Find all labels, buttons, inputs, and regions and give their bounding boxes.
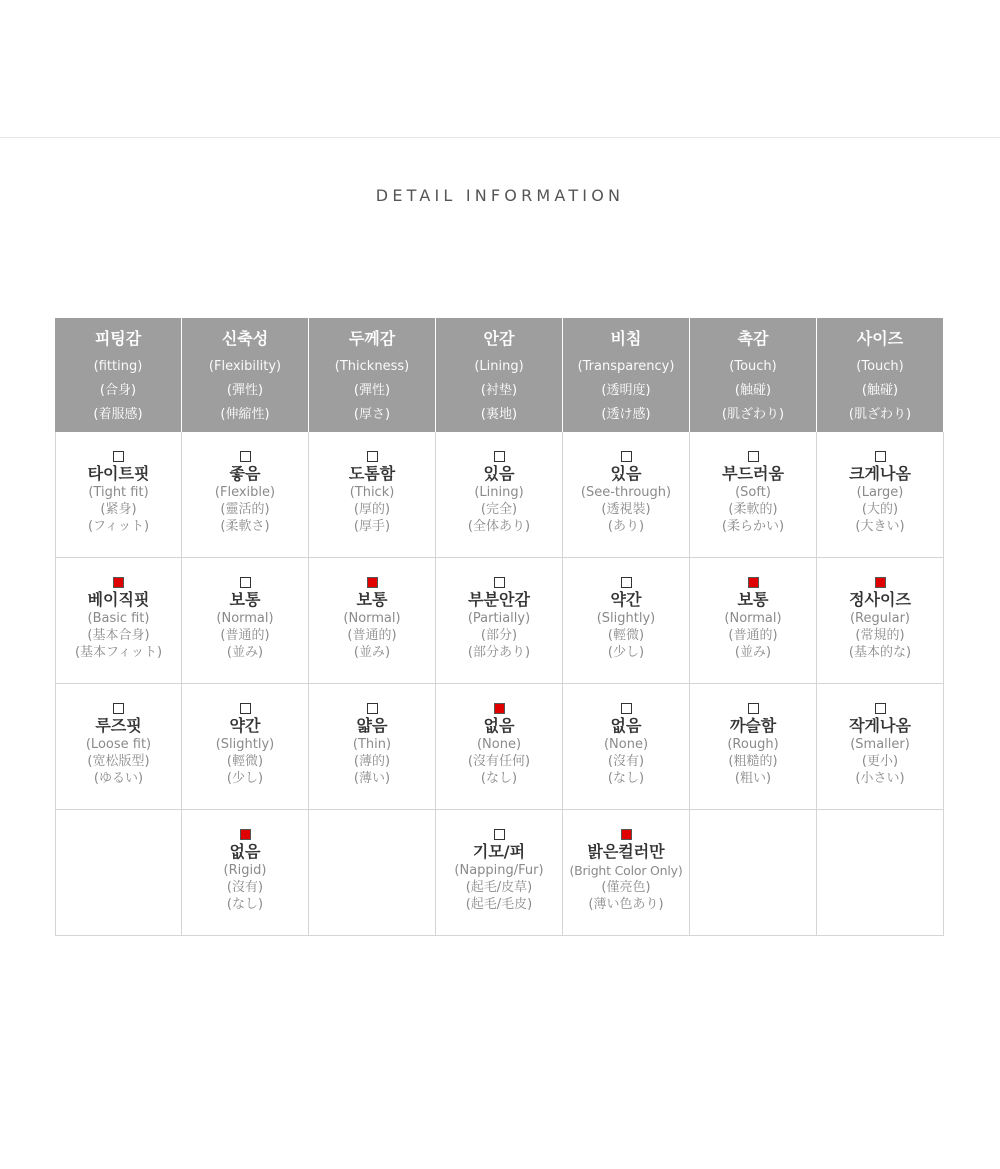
option-cell xyxy=(182,432,309,558)
unchecked-box xyxy=(240,703,251,714)
option-chinese: (薄的) xyxy=(353,753,391,769)
empty-cell xyxy=(690,810,817,936)
option-japanese: (基本フィット) xyxy=(74,644,163,660)
option-label: 보통 xyxy=(356,589,388,609)
option-cell xyxy=(436,432,563,558)
header-japanese: (裏地) xyxy=(480,407,518,422)
header-english: (Transparency) xyxy=(577,359,675,374)
option-english: (Normal) xyxy=(343,610,401,626)
option-label: 작게나옴 xyxy=(849,715,911,735)
checked-box xyxy=(240,829,251,840)
option-chinese: (靈活的) xyxy=(220,501,270,517)
option-chinese: (基本合身) xyxy=(87,627,150,643)
unchecked-box xyxy=(748,451,759,462)
option-japanese: (薄い色あり) xyxy=(588,896,664,912)
header-japanese: (肌ざわり) xyxy=(721,407,785,422)
unchecked-box xyxy=(240,577,251,588)
option-japanese: (部分あり) xyxy=(467,644,531,660)
option-japanese: (フィット) xyxy=(87,518,150,534)
unchecked-box xyxy=(494,451,505,462)
empty-cell xyxy=(309,810,436,936)
option-label: 밝은컬러만 xyxy=(587,841,665,861)
unchecked-box xyxy=(113,703,124,714)
option-japanese: (基本的な) xyxy=(848,644,912,660)
option-english: (Rigid) xyxy=(223,862,267,878)
option-japanese: (小さい) xyxy=(855,770,905,786)
header-japanese: (伸縮性) xyxy=(220,407,270,422)
option-chinese: (沒有) xyxy=(607,753,645,769)
option-japanese: (厚手) xyxy=(353,518,391,534)
unchecked-box xyxy=(113,451,124,462)
option-english: (Soft) xyxy=(735,484,771,500)
option-english: (Napping/Fur) xyxy=(454,862,544,878)
option-chinese: (完全) xyxy=(480,501,518,517)
option-japanese: (並み) xyxy=(734,644,772,660)
header-label: 안감 xyxy=(483,329,515,348)
option-chinese: (更小) xyxy=(861,753,899,769)
option-label: 좋음 xyxy=(229,463,261,483)
header-chinese: (彈性) xyxy=(226,383,264,398)
option-label: 부드러움 xyxy=(722,463,784,483)
option-english: (Loose fit) xyxy=(85,736,152,752)
option-chinese: (輕微) xyxy=(607,627,645,643)
unchecked-box xyxy=(240,451,251,462)
option-english: (None) xyxy=(476,736,522,752)
option-english: (See-through) xyxy=(580,484,672,500)
option-label: 기모/퍼 xyxy=(472,841,526,861)
unchecked-box xyxy=(621,577,632,588)
header-cell xyxy=(690,318,817,432)
option-japanese: (並み) xyxy=(353,644,391,660)
option-cell xyxy=(817,684,944,810)
option-chinese: (僅亮色) xyxy=(601,879,651,895)
header-label: 사이즈 xyxy=(856,329,904,348)
header-chinese: (透明度) xyxy=(601,383,651,398)
option-cell xyxy=(690,432,817,558)
option-label: 없음 xyxy=(483,715,515,735)
option-chinese: (部分) xyxy=(480,627,518,643)
header-english: (Flexibility) xyxy=(208,359,282,374)
option-japanese: (なし) xyxy=(226,896,264,912)
option-label: 얇음 xyxy=(356,715,388,735)
option-label: 부분안감 xyxy=(468,589,530,609)
option-label: 베이직핏 xyxy=(87,589,150,609)
option-english: (None) xyxy=(603,736,649,752)
option-chinese: (透視裝) xyxy=(601,501,651,517)
header-japanese: (肌ざわり) xyxy=(848,407,912,422)
unchecked-box xyxy=(494,829,505,840)
option-label: 있음 xyxy=(610,463,642,483)
unchecked-box xyxy=(748,703,759,714)
option-cell xyxy=(182,558,309,684)
option-japanese: (少し) xyxy=(607,644,645,660)
option-english: (Flexible) xyxy=(214,484,276,500)
option-cell xyxy=(436,684,563,810)
header-label: 비침 xyxy=(610,329,642,348)
option-japanese: (あり) xyxy=(607,518,645,534)
header-cell xyxy=(817,318,944,432)
option-chinese: (輕微) xyxy=(226,753,264,769)
header-label: 신축성 xyxy=(221,329,269,348)
option-japanese: (起毛/毛皮) xyxy=(465,896,533,912)
option-japanese: (薄い) xyxy=(353,770,391,786)
option-japanese: (なし) xyxy=(607,770,645,786)
header-cell xyxy=(436,318,563,432)
header-cell xyxy=(309,318,436,432)
option-label: 까슬함 xyxy=(729,715,777,735)
option-cell xyxy=(563,432,690,558)
option-chinese: (起毛/皮草) xyxy=(465,879,533,895)
option-english: (Normal) xyxy=(724,610,782,626)
option-english: (Smaller) xyxy=(850,736,910,752)
option-chinese: (大的) xyxy=(861,501,899,517)
option-cell xyxy=(182,684,309,810)
option-label: 크게나옴 xyxy=(849,463,911,483)
header-japanese: (厚さ) xyxy=(353,407,391,422)
header-english: (fitting) xyxy=(93,359,143,374)
option-cell xyxy=(309,558,436,684)
option-english: (Large) xyxy=(856,484,904,500)
option-cell xyxy=(436,558,563,684)
checked-box xyxy=(748,577,759,588)
unchecked-box xyxy=(875,451,886,462)
header-english: (Lining) xyxy=(474,359,524,374)
option-label: 약간 xyxy=(610,589,642,609)
option-english: (Regular) xyxy=(849,610,910,626)
checked-box xyxy=(875,577,886,588)
option-label: 도톰함 xyxy=(348,463,396,483)
option-japanese: (なし) xyxy=(480,770,518,786)
option-cell xyxy=(182,810,309,936)
option-chinese: (宽松版型) xyxy=(87,753,150,769)
option-label: 정사이즈 xyxy=(849,589,911,609)
header-english: (Touch) xyxy=(856,359,904,374)
option-label: 보통 xyxy=(229,589,261,609)
option-label: 없음 xyxy=(229,841,261,861)
option-cell xyxy=(436,810,563,936)
option-english: (Slightly) xyxy=(215,736,275,752)
option-chinese: (粗糙的) xyxy=(728,753,778,769)
option-english: (Tight fit) xyxy=(88,484,149,500)
option-japanese: (少し) xyxy=(226,770,264,786)
checked-box xyxy=(621,829,632,840)
option-cell xyxy=(55,432,182,558)
option-japanese: (粗い) xyxy=(734,770,772,786)
option-cell xyxy=(690,684,817,810)
detail-info-table xyxy=(55,318,944,937)
option-chinese: (柔軟的) xyxy=(728,501,778,517)
option-japanese: (柔軟さ) xyxy=(220,518,270,534)
option-cell xyxy=(817,432,944,558)
header-english: (Touch) xyxy=(729,359,777,374)
option-cell xyxy=(690,558,817,684)
header-english: (Thickness) xyxy=(334,359,410,374)
header-cell xyxy=(55,318,182,432)
option-chinese: (普通的) xyxy=(220,627,270,643)
option-cell xyxy=(309,432,436,558)
header-chinese: (彈性) xyxy=(353,383,391,398)
header-chinese: (合身) xyxy=(99,383,137,398)
option-chinese: (沒有) xyxy=(226,879,264,895)
option-label: 없음 xyxy=(610,715,642,735)
option-english: (Thin) xyxy=(352,736,392,752)
option-japanese: (大きい) xyxy=(855,518,905,534)
option-label: 약간 xyxy=(229,715,261,735)
empty-cell xyxy=(55,810,182,936)
option-cell xyxy=(55,558,182,684)
option-label: 보통 xyxy=(737,589,769,609)
header-label: 피팅감 xyxy=(94,329,142,348)
option-japanese: (ゆるい) xyxy=(93,770,144,786)
unchecked-box xyxy=(621,451,632,462)
unchecked-box xyxy=(367,451,378,462)
header-cell xyxy=(563,318,690,432)
option-cell xyxy=(309,684,436,810)
header-label: 두께감 xyxy=(348,329,396,348)
option-cell xyxy=(563,558,690,684)
option-cell xyxy=(563,684,690,810)
option-cell xyxy=(563,810,690,936)
option-label: 있음 xyxy=(483,463,515,483)
option-cell xyxy=(55,684,182,810)
checked-box xyxy=(494,703,505,714)
option-english: (Rough) xyxy=(727,736,779,752)
option-english: (Partially) xyxy=(467,610,531,626)
option-chinese: (普通的) xyxy=(347,627,397,643)
option-japanese: (並み) xyxy=(226,644,264,660)
option-english: (Bright Color Only) xyxy=(569,862,683,878)
option-chinese: (紧身) xyxy=(100,501,137,517)
option-english: (Thick) xyxy=(349,484,395,500)
section-title: DETAIL INFORMATION xyxy=(375,186,625,205)
header-label: 촉감 xyxy=(737,329,769,348)
option-english: (Normal) xyxy=(216,610,274,626)
unchecked-box xyxy=(875,703,886,714)
unchecked-box xyxy=(621,703,632,714)
option-chinese: (厚的) xyxy=(353,501,391,517)
option-english: (Basic fit) xyxy=(87,610,150,626)
option-chinese: (普通的) xyxy=(728,627,778,643)
header-cell xyxy=(182,318,309,432)
option-english: (Slightly) xyxy=(596,610,656,626)
header-chinese: (衬垫) xyxy=(480,383,518,398)
option-japanese: (柔らかい) xyxy=(721,518,785,534)
header-chinese: (触碰) xyxy=(734,383,772,398)
checked-box xyxy=(367,577,378,588)
option-english: (Lining) xyxy=(474,484,524,500)
unchecked-box xyxy=(494,577,505,588)
option-chinese: (常規的) xyxy=(855,627,905,643)
header-japanese: (透け感) xyxy=(601,407,651,422)
header-japanese: (着服感) xyxy=(93,407,143,422)
top-divider xyxy=(0,137,1000,138)
empty-cell xyxy=(817,810,944,936)
checked-box xyxy=(113,577,124,588)
option-chinese: (沒有任何) xyxy=(467,753,531,769)
option-label: 타이트핏 xyxy=(87,463,150,483)
unchecked-box xyxy=(367,703,378,714)
option-cell xyxy=(817,558,944,684)
header-chinese: (触碰) xyxy=(861,383,899,398)
option-label: 루즈핏 xyxy=(95,715,142,735)
option-japanese: (全体あり) xyxy=(467,518,531,534)
